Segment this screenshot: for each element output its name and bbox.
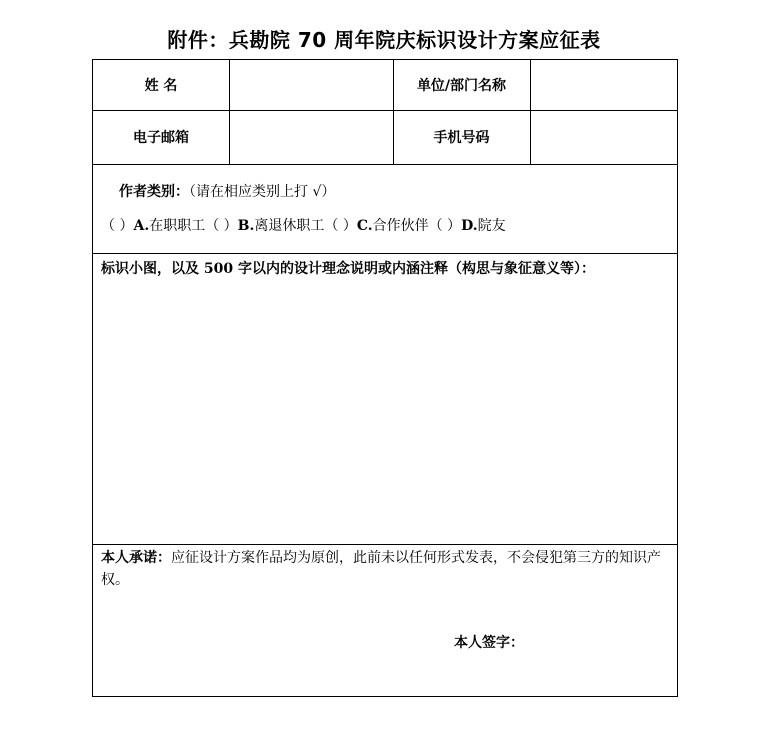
application-form-table — [92, 59, 678, 697]
option-bracket: （ ） — [428, 218, 462, 234]
option-c[interactable] — [324, 218, 428, 234]
author-options — [101, 215, 506, 235]
name-field[interactable] — [230, 61, 392, 109]
unit-label: 单位/部门名称 — [416, 78, 507, 94]
option-letter: D. — [461, 218, 478, 234]
author-category — [119, 181, 335, 201]
email-label: 电子邮箱 — [133, 130, 189, 146]
signature-label: 本人签字： — [454, 635, 524, 651]
option-letter: B. — [237, 218, 255, 234]
phone-field[interactable] — [531, 111, 677, 163]
email-field[interactable] — [230, 111, 392, 163]
option-d[interactable] — [429, 218, 506, 234]
row-divider — [93, 544, 677, 545]
option-letter: C. — [356, 218, 373, 234]
option-a[interactable] — [101, 218, 205, 234]
option-bracket: （ ） — [324, 218, 357, 234]
option-text: 院友 — [477, 218, 506, 234]
page-title: 附件：兵勘院 70 周年院庆标识设计方案应征表 — [167, 28, 601, 52]
logo-section-label: 标识小图，以及 500 字以内的设计理念说明或内涵注释（构思与象征意义等）： — [101, 261, 595, 277]
option-bracket: （ ） — [101, 218, 134, 234]
promise-text: 应征设计方案作品均为原创，此前未以任何形式发表，不会侵犯第三方的知识产权。 — [101, 550, 661, 588]
promise-label: 本人承诺： — [101, 550, 171, 566]
row-divider — [93, 253, 677, 254]
unit-field[interactable] — [531, 61, 677, 109]
option-text: 合作伙伴 — [372, 218, 429, 234]
option-text: 离退休职工 — [254, 218, 325, 234]
option-letter: A. — [133, 218, 150, 234]
option-b[interactable] — [205, 218, 324, 234]
author-category-hint: （请在相应类别上打 √） — [189, 184, 336, 200]
option-text: 在职职工 — [149, 218, 206, 234]
phone-label: 手机号码 — [433, 130, 490, 146]
option-bracket: （ ） — [205, 218, 238, 234]
promise-statement — [101, 547, 671, 591]
row-divider — [93, 164, 677, 165]
name-label: 姓 名 — [144, 78, 178, 94]
logo-description-area[interactable] — [94, 282, 677, 542]
author-category-label: 作者类别： — [119, 184, 189, 200]
signature-field[interactable] — [533, 626, 663, 654]
